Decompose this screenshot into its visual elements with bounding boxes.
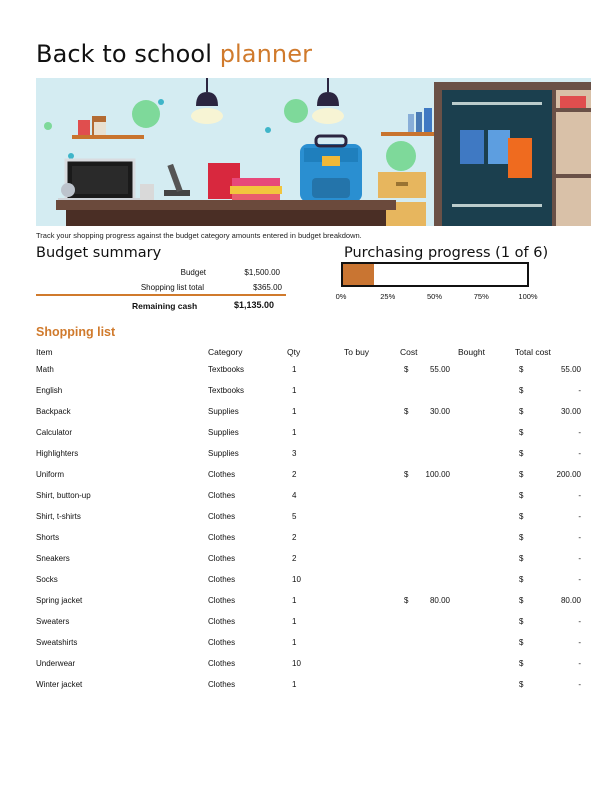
cost-currency-cell: $	[404, 407, 409, 416]
item-cell: Uniform	[36, 470, 65, 479]
category-cell: Clothes	[208, 512, 236, 521]
category-cell: Supplies	[208, 428, 239, 437]
header-total-cost: Total cost	[515, 347, 551, 357]
item-cell: Socks	[36, 575, 58, 584]
header-cost: Cost	[400, 347, 418, 357]
category-cell: Clothes	[208, 680, 236, 689]
remaining-cash-label: Remaining cash	[132, 301, 198, 311]
total-cost-cell: 30.00	[560, 407, 581, 416]
qty-cell: 2	[292, 470, 297, 479]
category-cell: Clothes	[208, 470, 236, 479]
total-cost-cell: -	[578, 491, 581, 500]
banner-illustration	[36, 78, 591, 226]
cost-currency-cell: $	[404, 470, 409, 479]
qty-cell: 3	[292, 449, 297, 458]
total-currency-cell: $	[519, 533, 524, 542]
page-title	[36, 40, 312, 68]
total-cost-cell: 55.00	[560, 365, 581, 374]
progress-tick-label: 100%	[518, 292, 538, 301]
category-cell: Clothes	[208, 638, 236, 647]
header-item: Item	[36, 347, 53, 357]
shopping-list-title: Shopping list	[36, 325, 116, 339]
item-cell: Shirt, t-shirts	[36, 512, 81, 521]
total-currency-cell: $	[519, 554, 524, 563]
cost-cell: 55.00	[429, 365, 450, 374]
total-cost-cell: -	[578, 575, 581, 584]
total-currency-cell: $	[519, 491, 524, 500]
total-cost-cell: -	[578, 512, 581, 521]
header-qty: Qty	[287, 347, 301, 357]
item-cell: English	[36, 386, 63, 395]
item-cell: Winter jacket	[36, 680, 83, 689]
qty-cell: 1	[292, 386, 297, 395]
item-cell: Spring jacket	[36, 596, 83, 605]
total-currency-cell: $	[519, 659, 524, 668]
item-cell: Backpack	[36, 407, 71, 416]
header-category: Category	[208, 347, 243, 357]
remaining-cash-value: $1,135.00	[233, 300, 274, 310]
qty-cell: 10	[292, 575, 301, 584]
total-currency-cell: $	[519, 386, 524, 395]
qty-cell: 1	[292, 596, 297, 605]
title-main: Back to school	[36, 40, 220, 68]
total-currency-cell: $	[519, 575, 524, 584]
qty-cell: 1	[292, 428, 297, 437]
item-cell: Math	[36, 365, 54, 374]
total-cost-cell: -	[578, 680, 581, 689]
total-currency-cell: $	[519, 428, 524, 437]
category-cell: Clothes	[208, 659, 236, 668]
qty-cell: 1	[292, 407, 297, 416]
total-cost-cell: -	[578, 428, 581, 437]
qty-cell: 5	[292, 512, 297, 521]
item-cell: Underwear	[36, 659, 76, 668]
item-cell: Calculator	[36, 428, 73, 437]
purchasing-progress-title: Purchasing progress (1 of 6)	[344, 245, 549, 261]
category-cell: Clothes	[208, 617, 236, 626]
total-cost-cell: -	[578, 659, 581, 668]
total-currency-cell: $	[519, 512, 524, 521]
title-accent: planner	[219, 40, 313, 68]
item-cell: Shorts	[36, 533, 60, 542]
total-cost-cell: 80.00	[560, 596, 581, 605]
cost-cell: 30.00	[429, 407, 450, 416]
total-currency-cell: $	[519, 638, 524, 647]
category-cell: Supplies	[208, 407, 239, 416]
cost-cell: 80.00	[429, 596, 450, 605]
category-cell: Clothes	[208, 554, 236, 563]
qty-cell: 1	[292, 680, 297, 689]
item-cell: Shirt, button-up	[36, 491, 91, 500]
qty-cell: 1	[292, 617, 297, 626]
category-cell: Clothes	[208, 575, 236, 584]
item-cell: Sweatshirts	[36, 638, 78, 647]
cost-currency-cell: $	[404, 596, 409, 605]
progress-tick-label: 75%	[473, 292, 489, 301]
total-cost-cell: -	[578, 617, 581, 626]
qty-cell: 10	[292, 659, 301, 668]
item-cell: Sneakers	[36, 554, 70, 563]
total-currency-cell: $	[519, 470, 524, 479]
header-to-buy: To buy	[344, 347, 370, 357]
total-cost-cell: -	[578, 449, 581, 458]
category-cell: Clothes	[208, 596, 236, 605]
total-currency-cell: $	[519, 596, 524, 605]
total-currency-cell: $	[519, 365, 524, 374]
total-cost-cell: 200.00	[556, 470, 581, 479]
total-currency-cell: $	[519, 617, 524, 626]
item-cell: Sweaters	[36, 617, 70, 626]
progress-tick-label: 0%	[335, 292, 347, 301]
category-cell: Clothes	[208, 533, 236, 542]
shopping-total-value: $365.00	[253, 283, 282, 292]
qty-cell: 2	[292, 554, 297, 563]
qty-cell: 1	[292, 365, 297, 374]
progress-bar	[341, 262, 529, 287]
header-bought: Bought	[458, 347, 485, 357]
total-cost-cell: -	[578, 638, 581, 647]
budget-value: $1,500.00	[244, 268, 280, 277]
summary-divider	[36, 294, 286, 296]
progress-tick-label: 50%	[426, 292, 443, 301]
total-currency-cell: $	[519, 407, 524, 416]
budget-summary-title: Budget summary	[36, 245, 162, 261]
category-cell: Supplies	[208, 449, 239, 458]
item-cell: Highlighters	[36, 449, 79, 458]
cost-currency-cell: $	[404, 365, 409, 374]
total-cost-cell: -	[578, 386, 581, 395]
qty-cell: 1	[292, 638, 297, 647]
qty-cell: 4	[292, 491, 297, 500]
caption: Track your shopping progress against the budget category amounts entered in budget breakdown.	[36, 231, 362, 240]
qty-cell: 2	[292, 533, 297, 542]
total-currency-cell: $	[519, 449, 524, 458]
category-cell: Clothes	[208, 491, 236, 500]
budget-label: Budget	[180, 268, 206, 277]
total-cost-cell: -	[578, 533, 581, 542]
total-cost-cell: -	[578, 554, 581, 563]
category-cell: Textbooks	[208, 365, 245, 374]
progress-fill	[343, 264, 374, 285]
progress-tick-label: 25%	[380, 292, 396, 301]
total-currency-cell: $	[519, 680, 524, 689]
cost-cell: 100.00	[425, 470, 450, 479]
shopping-total-label: Shopping list total	[140, 283, 204, 292]
category-cell: Textbooks	[208, 386, 245, 395]
